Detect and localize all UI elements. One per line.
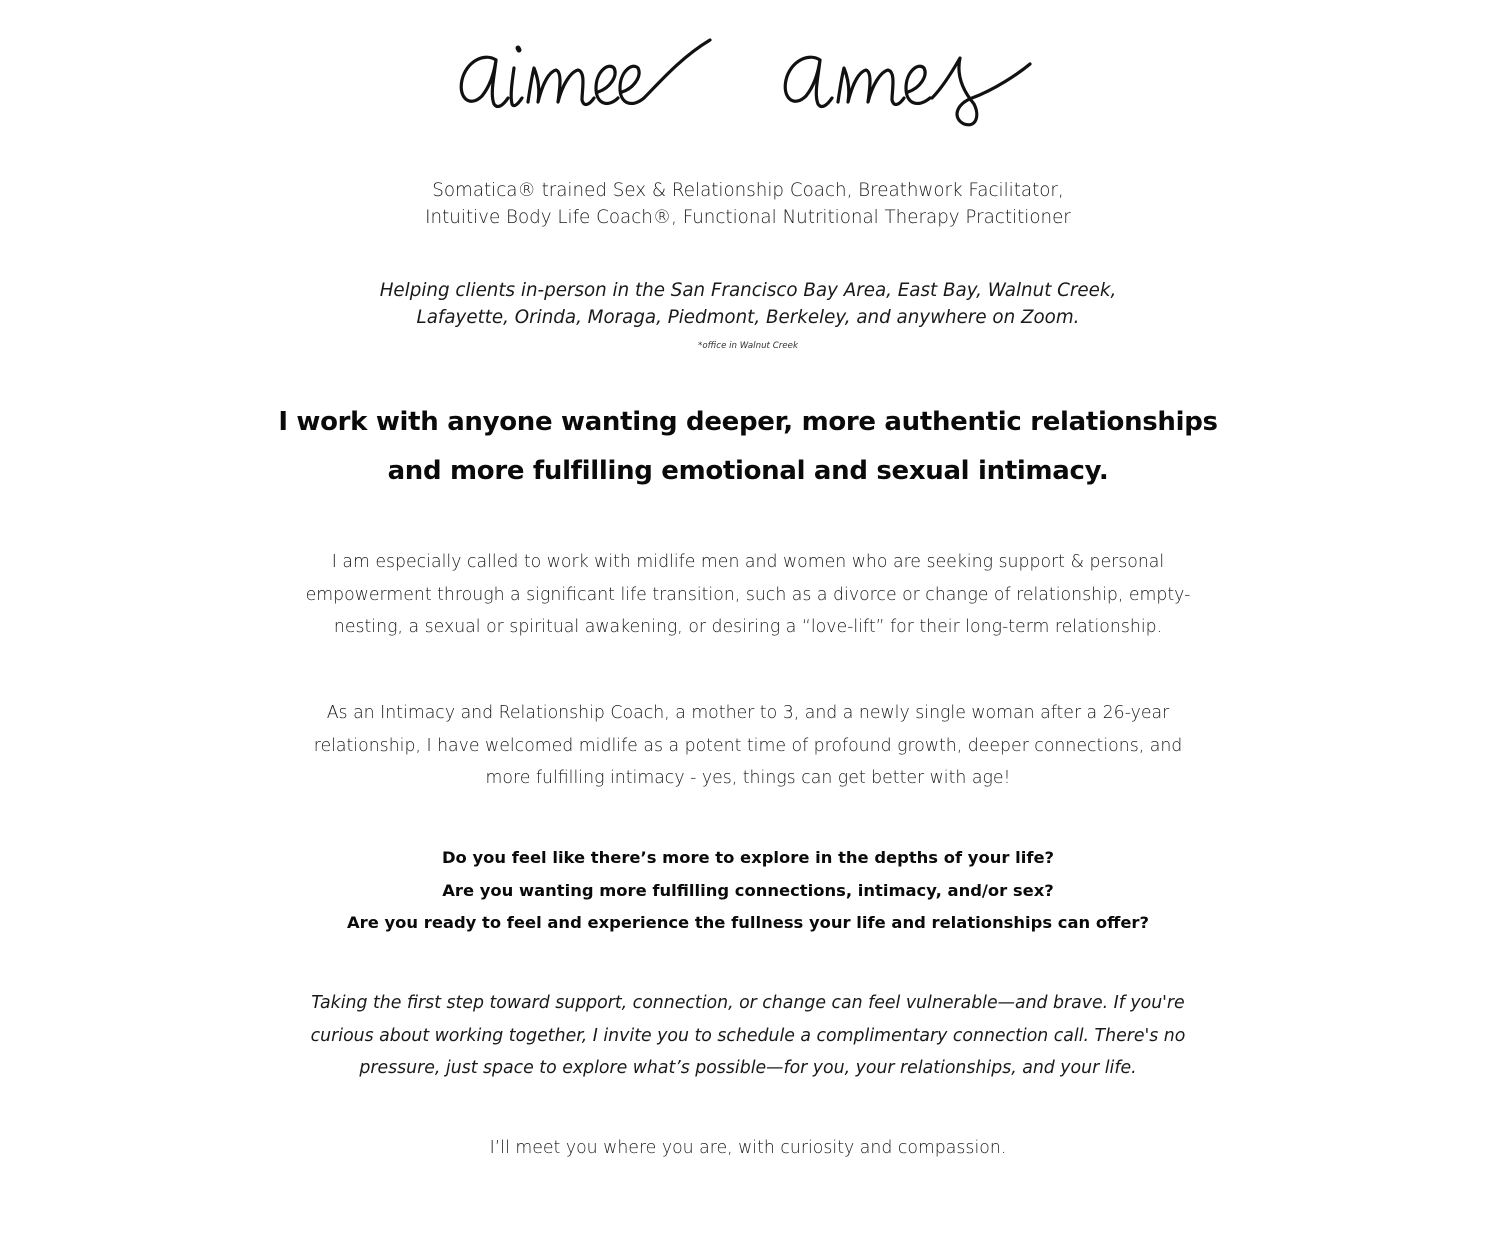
question-2: Are you wanting more fulfilling connections, intimacy, and/or sex? xyxy=(442,880,1054,900)
invitation-line-3: pressure, just space to explore what’s possible—for you, your relationships, and your life. xyxy=(359,1058,1137,1078)
office-note xyxy=(0,340,1496,352)
brand-logo[interactable] xyxy=(448,18,1048,138)
credentials-line-2: Intuitive Body Life Coach®, Functional Nutritional Therapy Practitioner xyxy=(425,207,1071,228)
headline xyxy=(0,398,1496,496)
questions xyxy=(0,842,1496,940)
invitation-paragraph xyxy=(0,987,1496,1085)
invitation-line-2: curious about working together, I invite you to schedule a complimentary connection call. There's no xyxy=(310,1025,1186,1046)
closing-statement xyxy=(0,1132,1496,1165)
about-paragraph-line-1: As an Intimacy and Relationship Coach, a mother to 3, and a newly single woman after a 26-year xyxy=(326,703,1170,723)
script-logo-image xyxy=(448,18,1048,138)
intro-paragraph-line-1: I am especially called to work with midlife men and women who are seeking support & personal xyxy=(331,552,1165,572)
about-paragraph-line-3: more fulfilling intimacy - yes, things can get better with age! xyxy=(485,768,1011,788)
service-area xyxy=(0,277,1496,331)
intro-paragraph-line-3: nesting, a sexual or spiritual awakening, or desiring a “love-lift” for their long-term relationship. xyxy=(333,617,1163,637)
credentials-line-1: Somatica® trained Sex & Relationship Coach, Breathwork Facilitator, xyxy=(432,180,1064,201)
closing-text: I’ll meet you where you are, with curiosity and compassion. xyxy=(489,1138,1007,1158)
about-paragraph-line-2: relationship, I have welcomed midlife as a potent time of profound growth, deeper connections, and xyxy=(313,735,1183,756)
office-note-text: *office in Walnut Creek xyxy=(698,341,798,351)
headline-line-1: I work with anyone wanting deeper, more authentic relationships xyxy=(278,407,1218,437)
intro-paragraph xyxy=(0,546,1496,644)
question-3: Are you ready to feel and experience the fullness your life and relationships can offer? xyxy=(346,913,1149,932)
about-paragraph xyxy=(0,697,1496,795)
service-area-line-1: Helping clients in-person in the San Francisco Bay Area, East Bay, Walnut Creek, xyxy=(379,280,1117,301)
service-area-line-2: Lafayette, Orinda, Moraga, Piedmont, Berkeley, and anywhere on Zoom. xyxy=(416,307,1080,328)
credentials xyxy=(0,177,1496,231)
headline-line-2: and more fulfilling emotional and sexual intimacy. xyxy=(387,456,1109,486)
invitation-line-1: Taking the first step toward support, connection, or change can feel vulnerable—and brave. If you're xyxy=(311,993,1185,1013)
intro-paragraph-line-2: empowerment through a significant life transition, such as a divorce or change of relationship, empty- xyxy=(305,584,1191,605)
question-1: Do you feel like there’s more to explore in the depths of your life? xyxy=(441,848,1055,867)
